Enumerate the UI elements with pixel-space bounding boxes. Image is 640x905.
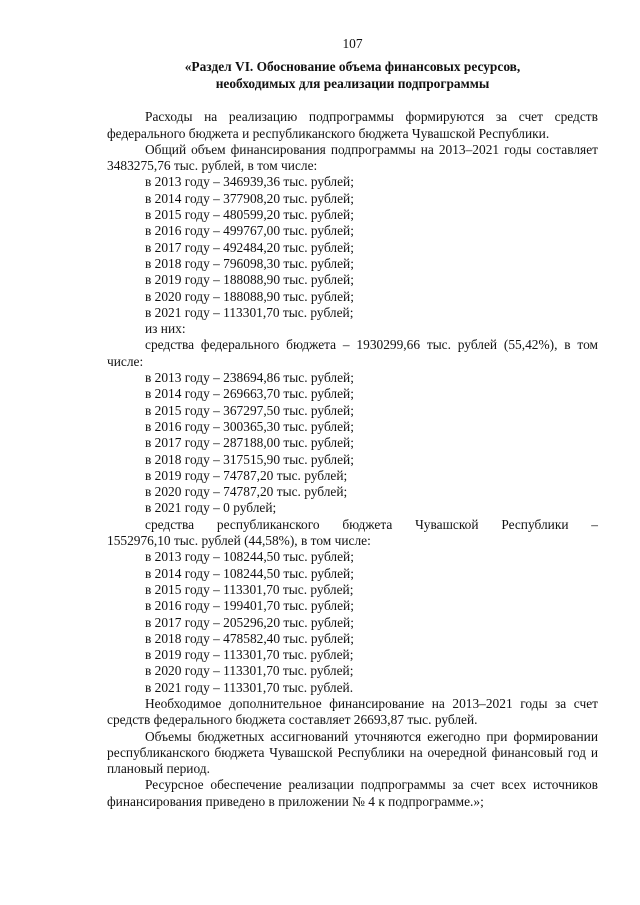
list-item: в 2018 году – 317515,90 тыс. рублей; [145, 451, 354, 467]
list-item: в 2016 году – 300365,30 тыс. рублей; [145, 418, 354, 434]
list-item: в 2020 году – 188088,90 тыс. рублей; [145, 288, 354, 304]
federal-by-year-list [107, 370, 598, 517]
page-number: 107 [342, 36, 363, 51]
list-item: в 2018 году – 478582,40 тыс. рублей; [145, 630, 354, 646]
republic-paragraph-line: средства республиканского бюджета Чувашской Республики – [145, 516, 598, 532]
list-item: в 2020 году – 74787,20 тыс. рублей; [145, 484, 348, 500]
list-item: в 2017 году – 205296,20 тыс. рублей; [145, 614, 354, 630]
list-item: в 2017 году – 287188,00 тыс. рублей; [145, 435, 354, 451]
section-heading-line: необходимых для реализации подпрограммы [215, 75, 490, 91]
list-item: в 2015 году – 480599,20 тыс. рублей; [145, 207, 354, 223]
list-item: в 2014 году – 269663,70 тыс. рублей; [145, 386, 354, 402]
of-them-label: из них: [145, 321, 186, 337]
intro-paragraph: Расходы на реализацию подпрограммы формируются за счет средств федерального бюджета и республиканского бюджета Чувашской Республики. [107, 109, 598, 141]
total-paragraph: Общий объем финансирования подпрограммы на 2013–2021 годы составляет 3483275,76 тыс. рублей, в том числе: [107, 141, 598, 174]
republic-paragraph-line: 1552976,10 тыс. рублей (44,58%), в том числе: [107, 533, 371, 549]
list-item: в 2017 году – 492484,20 тыс. рублей; [145, 239, 354, 255]
list-item: в 2021 году – 113301,70 тыс. рублей; [145, 304, 354, 320]
document-page [107, 36, 598, 810]
list-item: в 2013 году – 238694,86 тыс. рублей; [145, 370, 354, 386]
list-item: в 2019 году – 113301,70 тыс. рублей; [145, 647, 354, 663]
list-item: в 2014 году – 108244,50 тыс. рублей; [145, 565, 354, 581]
list-item: в 2015 году – 367297,50 тыс. рублей; [145, 402, 354, 418]
republic-by-year-list [107, 549, 598, 696]
list-item: в 2019 году – 74787,20 тыс. рублей; [145, 467, 348, 483]
additional-funding-paragraph: Необходимое дополнительное финансирование на 2013–2021 годы за счет средств федерального бюджета составляет 26693,87 тыс. рублей. [107, 695, 598, 728]
list-item: в 2020 году – 113301,70 тыс. рублей; [145, 663, 354, 679]
list-item: в 2019 году – 188088,90 тыс. рублей; [145, 272, 354, 288]
list-item: в 2016 году – 199401,70 тыс. рублей; [145, 598, 354, 614]
list-item: в 2015 году – 113301,70 тыс. рублей; [145, 581, 354, 597]
list-item: в 2016 году – 499767,00 тыс. рублей; [145, 223, 354, 239]
budget-volumes-paragraph: Объемы бюджетных ассигнований уточняются ежегодно при формировании республиканского бюджета Чувашской Республики на очередной финансовый год и плановый период. [107, 728, 598, 777]
section-heading [107, 59, 598, 92]
list-item: в 2013 году – 108244,50 тыс. рублей; [145, 549, 354, 565]
list-item: в 2013 году – 346939,36 тыс. рублей; [145, 174, 354, 190]
federal-paragraph: средства федерального бюджета – 1930299,66 тыс. рублей (55,42%), в том числе: [107, 337, 598, 369]
list-item: в 2018 году – 796098,30 тыс. рублей; [145, 255, 354, 271]
list-item: в 2021 году – 0 рублей; [145, 500, 277, 516]
list-item: в 2021 году – 113301,70 тыс. рублей. [145, 679, 354, 695]
total-by-year-list [107, 174, 598, 321]
list-item: в 2014 году – 377908,20 тыс. рублей; [145, 190, 354, 206]
section-heading-line: «Раздел VI. Обоснование объема финансовых ресурсов, [184, 59, 521, 75]
resource-provision-paragraph: Ресурсное обеспечение реализации подпрограммы за счет всех источников финансирования приведено в приложении № 4 к подпрограмме.»; [107, 777, 598, 809]
